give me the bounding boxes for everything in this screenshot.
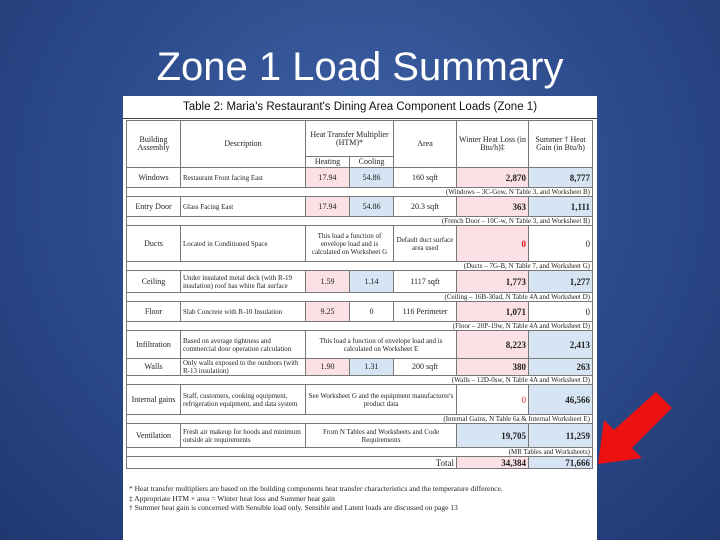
header-winter: Winter Heat Loss (in Btu/h)‡ xyxy=(457,121,529,168)
row-source: (Ceiling – 16B-30ad, N Table 4A and Worksheet D) xyxy=(127,293,593,302)
row-htm-note: See Worksheet G and the equipment manufacturer's product data xyxy=(306,385,457,415)
row-source: (MR Tables and Worksheets) xyxy=(127,448,593,457)
row-area: 116 Perimeter xyxy=(394,302,457,322)
row-area: 160 sqft xyxy=(394,168,457,188)
row-summer: 8,777 xyxy=(529,168,593,188)
header-area: Area xyxy=(394,121,457,168)
table-row-entry-door xyxy=(127,197,593,217)
slide-title: Zone 1 Load Summary xyxy=(156,45,564,89)
row-assembly: Internal gains xyxy=(127,385,181,415)
row-htm-note: This load a function of envelope load and is calculated on Worksheet E xyxy=(306,331,457,359)
row-htm-note: From N Tables and Worksheets and Code Requirements xyxy=(306,424,457,448)
row-source: (Windows – 3C-Gow, N Table 3, and Worksheet B) xyxy=(127,188,593,197)
header-cooling: Cooling xyxy=(350,157,394,168)
load-table xyxy=(126,120,593,469)
row-heating: 17.94 xyxy=(306,168,350,188)
row-cooling: 54.86 xyxy=(350,197,394,217)
row-assembly: Ceiling xyxy=(127,271,181,293)
row-summer: 0 xyxy=(529,226,593,262)
row-assembly: Entry Door xyxy=(127,197,181,217)
row-source: (Internal Gains, N Table 6a & Internal Worksheet E) xyxy=(127,415,593,424)
row-summer: 1,111 xyxy=(529,197,593,217)
row-cooling: 1.31 xyxy=(350,359,394,376)
table-row-ceiling xyxy=(127,271,593,293)
header-assembly: Building Assembly xyxy=(127,121,181,168)
table-row-ventilation xyxy=(127,424,593,448)
row-area: 200 sqft xyxy=(394,359,457,376)
row-summer: 0 xyxy=(529,302,593,322)
row-summer: 1,277 xyxy=(529,271,593,293)
row-source: (Ducts – 7G-B, N Table 7, and Worksheet G) xyxy=(127,262,593,271)
table-row-internal-gains xyxy=(127,385,593,415)
row-area: 1117 sqft xyxy=(394,271,457,293)
row-description: Located in Conditioned Space xyxy=(181,226,306,262)
row-winter: 8,223 xyxy=(457,331,529,359)
row-winter: 0 xyxy=(457,385,529,415)
row-heating: 17.94 xyxy=(306,197,350,217)
row-cooling: 1.14 xyxy=(350,271,394,293)
table-row-windows xyxy=(127,168,593,188)
row-assembly: Ventilation xyxy=(127,424,181,448)
footnote-area: ‡ Appropriate HTM × area = Winter heat loss and Summer heat gain xyxy=(129,493,335,503)
row-description: Only walls exposed to the outdoors (with R-13 insulation) xyxy=(181,359,306,376)
row-assembly: Infiltration xyxy=(127,331,181,359)
row-description: Fresh air makeup for hoods and minimum outside air requirements xyxy=(181,424,306,448)
row-winter: 0 xyxy=(457,226,529,262)
row-description: Based on average tightness and commercial door operation calculation xyxy=(181,331,306,359)
row-summer: 46,566 xyxy=(529,385,593,415)
footnote-htm: * Heat transfer multipliers are based on the building components heat transfer characteristics and the temperature difference. xyxy=(129,484,503,493)
row-heating: 1.59 xyxy=(306,271,350,293)
table-row-infiltration xyxy=(127,331,593,359)
row-description: Slab Concrete with R-10 Insulation xyxy=(181,302,306,322)
header-htm: Heat Transfer Multiplier (HTM)* xyxy=(306,121,394,157)
row-winter: 1,773 xyxy=(457,271,529,293)
row-summer: 11,259 xyxy=(529,424,593,448)
row-winter: 1,071 xyxy=(457,302,529,322)
row-assembly: Windows xyxy=(127,168,181,188)
row-source: (Floor – 20P-19w, N Table 4A and Worksheet D) xyxy=(127,322,593,331)
table-row-total xyxy=(127,457,593,469)
row-heating: 9.25 xyxy=(306,302,350,322)
row-heating: 1.90 xyxy=(306,359,350,376)
table-caption: Table 2: Maria's Restaurant's Dining Area Component Loads (Zone 1) xyxy=(123,96,597,119)
row-winter: 363 xyxy=(457,197,529,217)
header-row xyxy=(127,121,593,157)
footnotes xyxy=(129,484,591,513)
header-heating: Heating xyxy=(306,157,350,168)
row-description: Staff, customers, cooking equipment, refrigeration equipment, and data system xyxy=(181,385,306,415)
row-winter: 380 xyxy=(457,359,529,376)
row-htm-note: This load a function of envelope load and is calculated on Worksheet G xyxy=(306,226,394,262)
row-assembly: Floor xyxy=(127,302,181,322)
total-winter: 34,384 xyxy=(457,457,529,469)
row-summer: 2,413 xyxy=(529,331,593,359)
row-description: Restaurant Front facing East xyxy=(181,168,306,188)
footnote-summer: † Summer heat gain is concerned with Sensible load only. Sensible and Latent loads are discussed on page 13 xyxy=(129,503,458,512)
row-winter: 2,870 xyxy=(457,168,529,188)
header-summer: Summer † Heat Gain (in Btu/h) xyxy=(529,121,593,168)
row-area: 20.3 sqft xyxy=(394,197,457,217)
row-description: Glass Facing East xyxy=(181,197,306,217)
table-row-floor xyxy=(127,302,593,322)
table-row-ducts xyxy=(127,226,593,262)
table-row-walls xyxy=(127,359,593,376)
row-description: Under insulated metal deck (with R-19 insulation) roof has white flat surface xyxy=(181,271,306,293)
row-cooling: 54.86 xyxy=(350,168,394,188)
row-source: (French Door – 10C-w, N Table 3, and Worksheet B) xyxy=(127,217,593,226)
row-source: (Walls – 12D-0sw, N Table 4A and Worksheet D) xyxy=(127,376,593,385)
table-document xyxy=(123,96,597,540)
row-assembly: Walls xyxy=(127,359,181,376)
total-label: Total xyxy=(127,457,457,469)
row-cooling: 0 xyxy=(350,302,394,322)
row-area: Default duct surface area used xyxy=(394,226,457,262)
red-arrow-icon xyxy=(590,388,676,470)
row-winter: 19,705 xyxy=(457,424,529,448)
header-description: Description xyxy=(181,121,306,168)
row-summer: 263 xyxy=(529,359,593,376)
total-summer: 71,666 xyxy=(529,457,593,469)
row-assembly: Ducts xyxy=(127,226,181,262)
